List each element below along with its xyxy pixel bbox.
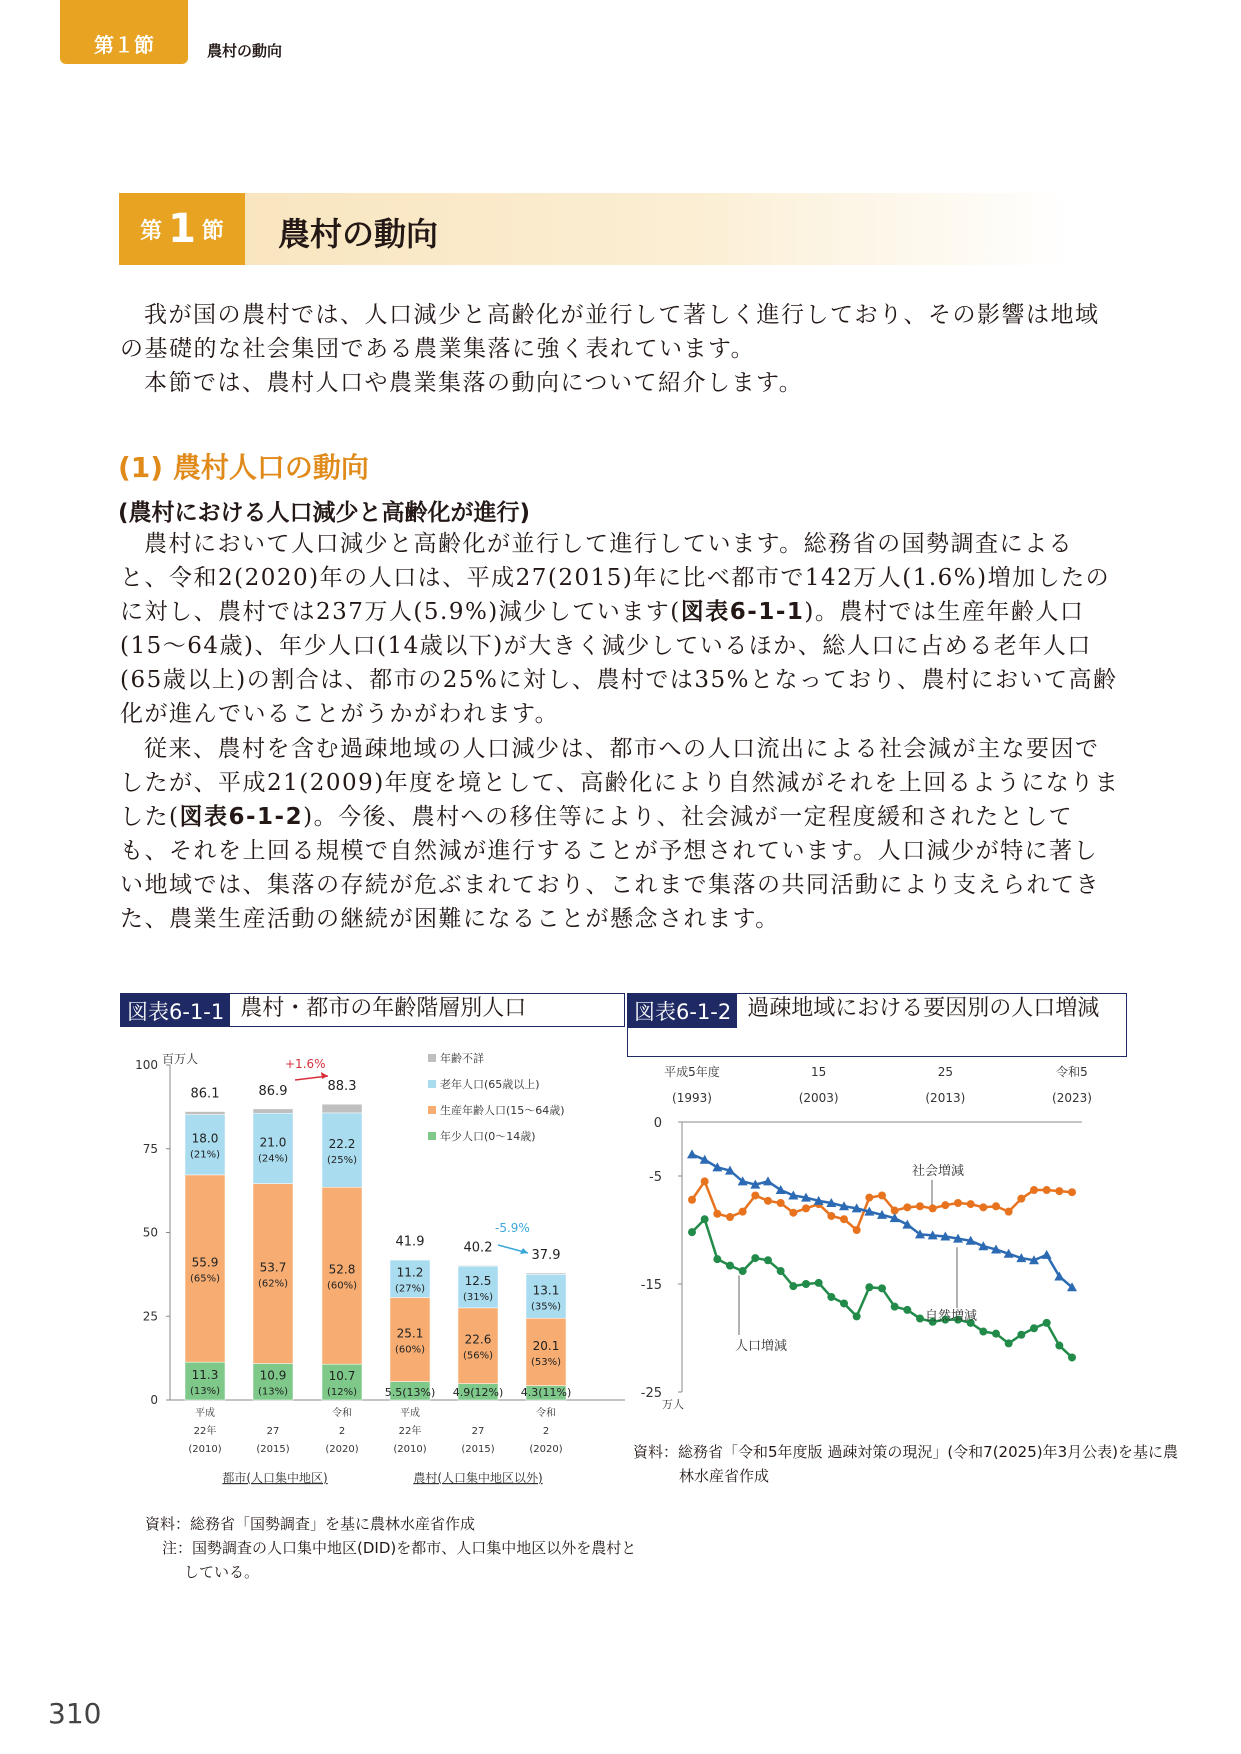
figure1-note: 注：国勢調査の人口集中地区(DID)を都市、人口集中地区以外を農村としている。	[162, 1539, 637, 1581]
group-label: 農村(人口集中地区以外)	[413, 1471, 543, 1485]
figure1-title: 農村・都市の年齢階層別人口	[240, 996, 527, 1021]
x-tick-label: 令和5	[1056, 1065, 1088, 1079]
legend-swatch	[428, 1080, 436, 1088]
figure1-source: 資料：総務省「国勢調査」を基に農林水産省作成	[145, 1515, 476, 1533]
series-label: 社会増減	[912, 1164, 965, 1179]
figure2-id: 図表6-1-2	[628, 994, 737, 1028]
series-point	[878, 1284, 886, 1292]
figure1-id: 図表6-1-1	[121, 994, 230, 1026]
series-point	[967, 1200, 975, 1208]
data-pct-label: (21%)	[189, 1149, 221, 1161]
series-point	[853, 1312, 861, 1320]
series-point	[1055, 1187, 1063, 1195]
change-annotation: -5.9%	[495, 1221, 530, 1235]
data-pct-label: (53%)	[530, 1356, 562, 1368]
series-point	[1043, 1319, 1051, 1327]
y-tick-label: -15	[640, 1278, 662, 1293]
series-point	[713, 1210, 721, 1218]
bar-segment	[458, 1265, 498, 1266]
y-unit-label: 万人	[662, 1398, 684, 1411]
series-point	[802, 1204, 810, 1212]
data-pct-label: (25%)	[326, 1155, 358, 1167]
x-tick-label: 平成	[195, 1408, 215, 1419]
series-point	[1005, 1339, 1013, 1347]
series-point	[1017, 1195, 1025, 1203]
series-point	[712, 1162, 722, 1171]
series-point	[1030, 1324, 1038, 1332]
total-label: 41.9	[395, 1234, 425, 1250]
data-label: 55.9	[191, 1255, 219, 1270]
series-line	[692, 1181, 1072, 1230]
series-point	[701, 1177, 709, 1185]
series-point	[764, 1197, 772, 1205]
body-paragraph-1: 農村において人口減少と高齢化が並行して進行しています。総務省の国勢調査によると、令和2(2020)年の人口は、平成27(2015)年に比べ都市で142万人(1.6%)増加したのに対し、農村では237万人(5.9%)減少しています(図表6-1-1)。農村では生産年齢人口(15〜64歳)、年少人口(14歳以下)が大きく減少しているほか、総人口に占める老年人口(65歳以上)の割合は、都市の25%に対し、農村では35%となっており、農村において高齢化が進んでいることがうかがわれます。	[120, 531, 1118, 727]
data-label: 25.1	[396, 1326, 424, 1341]
series-point	[954, 1199, 962, 1207]
bar-segment	[185, 1112, 225, 1115]
subsection-heading: (1) 農村人口の動向	[118, 451, 369, 484]
series-point	[726, 1262, 734, 1270]
x-tick-label: 25	[937, 1065, 953, 1079]
series-point	[929, 1204, 937, 1212]
data-label: 52.8	[328, 1262, 356, 1277]
data-label: 18.0	[191, 1131, 219, 1146]
series-point	[1042, 1250, 1052, 1259]
total-label: 37.9	[531, 1248, 561, 1264]
figure-ref-link[interactable]: 図表6-1-1	[680, 599, 805, 625]
series-point	[992, 1202, 1000, 1210]
x-tick-label: (2010)	[188, 1444, 222, 1455]
x-tick-label: 27	[471, 1426, 485, 1437]
header-section-tab: 第１節	[60, 0, 188, 64]
y-tick-label: 25	[142, 1309, 158, 1324]
series-point	[853, 1226, 861, 1234]
figure1-chart	[120, 1040, 630, 1515]
series-point	[1068, 1353, 1076, 1361]
x-tick-label: 令和	[332, 1408, 352, 1419]
data-pct-label: (31%)	[462, 1291, 494, 1303]
data-pct-label: (56%)	[462, 1350, 494, 1362]
data-label: 22.2	[328, 1137, 356, 1152]
y-tick-label: 75	[142, 1141, 158, 1156]
series-point	[739, 1267, 747, 1275]
series-point	[827, 1293, 835, 1301]
intro-paragraph-2: 本節では、農村人口や農業集落の動向について紹介します。	[144, 370, 804, 396]
data-label: 13.1	[532, 1283, 560, 1298]
data-pct-label: (60%)	[394, 1344, 426, 1356]
x-tick-label: 22年	[193, 1426, 217, 1437]
bar-segment	[526, 1273, 566, 1274]
data-label: 4.9(12%)	[452, 1386, 504, 1399]
data-label: 10.9	[259, 1368, 287, 1383]
header-title: 農村の動向	[207, 42, 283, 60]
series-point	[777, 1267, 785, 1275]
x-tick-label: 22年	[398, 1426, 422, 1437]
data-pct-label: (65%)	[189, 1273, 221, 1285]
x-tick-label: (2015)	[461, 1444, 495, 1455]
series-point	[789, 1282, 797, 1290]
total-label: 40.2	[463, 1240, 493, 1256]
data-label: 4.3(11%)	[520, 1386, 572, 1399]
figure2-title: 過疎地域における要因別の人口増減	[747, 996, 1100, 1021]
series-point	[992, 1330, 1000, 1338]
series-point	[687, 1149, 697, 1158]
x-tick-label: (2023)	[1052, 1091, 1092, 1105]
data-pct-label: (12%)	[326, 1387, 358, 1399]
legend-label: 年少人口(0〜14歳)	[440, 1130, 536, 1143]
section-prefix: 第	[140, 218, 163, 244]
y-tick-label: 100	[135, 1058, 158, 1072]
x-tick-label: (2020)	[325, 1444, 359, 1455]
data-pct-label: (24%)	[257, 1153, 289, 1165]
legend-label: 年齢不詳	[440, 1052, 484, 1065]
x-tick-label: 平成5年度	[664, 1065, 720, 1079]
legend-label: 生産年齢人口(15〜64歳)	[440, 1104, 565, 1117]
x-tick-label: (2003)	[798, 1091, 839, 1105]
series-point	[777, 1199, 785, 1207]
intro-paragraph-1: 我が国の農村では、人口減少と高齢化が並行して著しく進行しており、その影響は地域の基礎的な社会集団である農業集落に強く表れています。	[120, 302, 1100, 362]
group-label: 都市(人口集中地区)	[222, 1471, 328, 1485]
data-label: 22.6	[464, 1332, 492, 1347]
data-pct-label: (13%)	[189, 1386, 221, 1398]
series-point	[916, 1202, 924, 1210]
series-point	[1030, 1186, 1038, 1194]
x-tick-label: 27	[266, 1426, 280, 1437]
series-point	[1055, 1342, 1063, 1350]
total-label: 88.3	[327, 1079, 357, 1095]
section-title: 農村の動向	[278, 215, 439, 253]
data-label: 11.2	[396, 1265, 424, 1280]
series-point	[688, 1228, 696, 1236]
series-point	[840, 1299, 848, 1307]
series-point	[979, 1203, 987, 1211]
x-tick-label: 平成	[400, 1408, 420, 1419]
data-label: 5.5(13%)	[384, 1386, 436, 1399]
section-banner	[119, 193, 1069, 265]
series-point	[865, 1283, 873, 1291]
x-tick-label: (2013)	[925, 1091, 966, 1105]
change-arrow-head	[321, 1072, 328, 1079]
series-point	[941, 1201, 949, 1209]
change-annotation: +1.6%	[285, 1057, 326, 1071]
section-number-tab	[119, 193, 245, 265]
series-label: 人口増減	[735, 1339, 788, 1354]
figure2-source: 資料：総務省「令和5年度版 過疎対策の現況」(令和7(2025)年3月公表)を基に農林水産省作成	[633, 1443, 1178, 1485]
data-label: 20.1	[532, 1338, 560, 1353]
series-point	[764, 1256, 772, 1264]
series-point	[979, 1328, 987, 1336]
series-point	[688, 1196, 696, 1204]
topic-heading: (農村における人口減少と高齢化が進行)	[118, 500, 531, 526]
legend-swatch	[428, 1054, 436, 1062]
data-pct-label: (62%)	[257, 1278, 289, 1290]
series-point	[827, 1212, 835, 1220]
series-point	[726, 1213, 734, 1221]
series-point	[763, 1176, 773, 1185]
series-point	[802, 1280, 810, 1288]
data-pct-label: (35%)	[530, 1301, 562, 1313]
data-pct-label: (13%)	[257, 1386, 289, 1398]
bar-segment	[322, 1104, 362, 1113]
y-tick-label: 0	[150, 1393, 158, 1407]
bar-segment	[253, 1109, 293, 1113]
data-label: 53.7	[259, 1260, 287, 1275]
x-tick-label: 令和	[536, 1408, 556, 1419]
series-point	[865, 1194, 873, 1202]
section-suffix: 節	[201, 218, 224, 244]
series-point	[1005, 1208, 1013, 1216]
figure2-chart	[627, 1060, 1127, 1430]
series-point	[815, 1279, 823, 1287]
figure2-caption	[627, 993, 1127, 1057]
data-pct-label: (27%)	[394, 1283, 426, 1295]
series-point	[840, 1215, 848, 1223]
data-pct-label: (60%)	[326, 1280, 358, 1292]
x-tick-label: (2010)	[393, 1444, 427, 1455]
series-point	[751, 1254, 759, 1262]
legend-swatch	[428, 1106, 436, 1114]
data-label: 10.7	[328, 1369, 356, 1384]
section-number: 1	[168, 206, 196, 252]
data-label: 21.0	[259, 1135, 287, 1150]
page-number: 310	[48, 1697, 102, 1730]
series-point	[701, 1215, 709, 1223]
series-point	[751, 1191, 759, 1199]
series-point	[916, 1315, 924, 1323]
series-point	[1068, 1188, 1076, 1196]
data-label: 12.5	[464, 1273, 492, 1288]
x-tick-label: (2020)	[529, 1444, 563, 1455]
x-tick-label: 2	[542, 1426, 550, 1437]
series-label: 自然増減	[925, 1309, 978, 1324]
legend-swatch	[428, 1132, 436, 1140]
total-label: 86.1	[190, 1086, 220, 1102]
y-tick-label: -5	[649, 1170, 662, 1185]
x-tick-label: 2	[338, 1426, 346, 1437]
series-point	[713, 1255, 721, 1263]
x-tick-label: (1993)	[672, 1091, 712, 1105]
y-unit-label: 百万人	[162, 1052, 199, 1066]
series-point	[1017, 1331, 1025, 1339]
series-point	[1043, 1186, 1051, 1194]
figure-ref-link[interactable]: 図表6-1-2	[179, 804, 304, 830]
body-paragraph-2: 従来、農村を含む過疎地域の人口減少は、都市への人口流出による社会減が主な要因でしたが、平成21(2009)年度を境として、高齢化により自然減がそれを上回るようになりました(図表6-1-2)。今後、農村への移住等により、社会減が一定程度緩和されたとしても、それを上回る規模で自然減が進行することが予想されています。人口減少が特に著しい地域では、集落の存続が危ぶまれており、これまで集落の共同活動により支えられてきた、農業生産活動の継続が困難になることが懸念されます。	[120, 736, 1120, 932]
series-point	[739, 1208, 747, 1216]
x-tick-label: 15	[811, 1065, 827, 1079]
series-point	[789, 1209, 797, 1217]
series-point	[891, 1303, 899, 1311]
data-label: 11.3	[191, 1368, 219, 1383]
y-tick-label: 50	[142, 1225, 158, 1240]
y-tick-label: 0	[653, 1116, 662, 1131]
series-line	[692, 1154, 1072, 1287]
x-tick-label: (2015)	[256, 1444, 290, 1455]
series-point	[903, 1203, 911, 1211]
legend-label: 老年人口(65歳以上)	[440, 1078, 540, 1091]
series-point	[903, 1306, 911, 1314]
total-label: 86.9	[258, 1083, 288, 1099]
y-tick-label: -25	[640, 1386, 662, 1401]
series-point	[878, 1191, 886, 1199]
figure1-caption	[120, 993, 625, 1027]
